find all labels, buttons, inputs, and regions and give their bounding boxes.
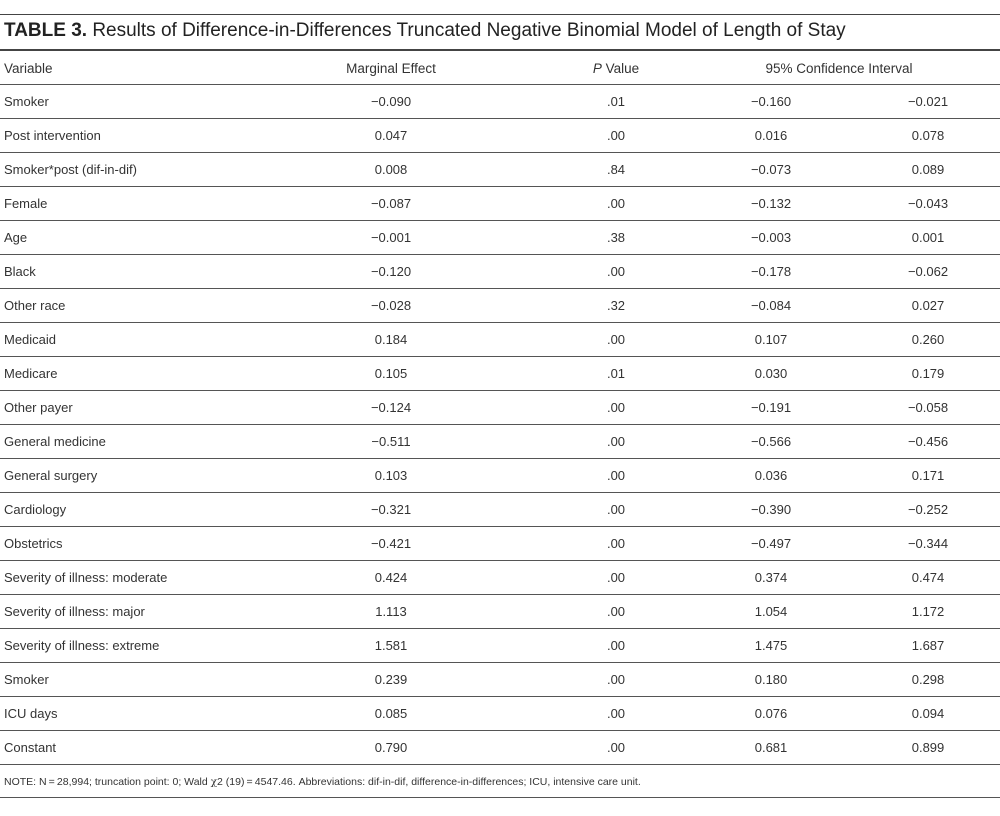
cell-marginal-effect: −0.421 xyxy=(370,536,412,551)
row-divider xyxy=(0,288,1000,289)
table-caption: Results of Difference-in-Differences Truncated Negative Binomial Model of Length of Stay xyxy=(92,20,846,41)
cell-marginal-effect: 0.047 xyxy=(374,128,408,143)
cell-ci-lower: 1.475 xyxy=(754,638,788,653)
header-p-rest: Value xyxy=(601,61,640,76)
cell-marginal-effect: 0.424 xyxy=(374,570,408,585)
row-divider xyxy=(0,220,1000,221)
cell-marginal-effect: −0.028 xyxy=(370,298,412,313)
note-chi: χ xyxy=(210,776,218,788)
cell-ci-lower: −0.497 xyxy=(750,536,792,551)
cell-ci-upper: 0.089 xyxy=(911,162,945,177)
cell-marginal-effect: −0.120 xyxy=(370,264,412,279)
row-divider xyxy=(0,730,1000,731)
cell-marginal-effect: −0.001 xyxy=(370,230,412,245)
cell-ci-upper: 1.687 xyxy=(911,638,945,653)
cell-p-value: .01 xyxy=(606,94,626,109)
cell-p-value: .00 xyxy=(606,332,626,347)
cell-variable: Severity of illness: moderate xyxy=(4,570,168,585)
cell-p-value: .00 xyxy=(606,502,626,517)
cell-ci-upper: 0.474 xyxy=(911,570,945,585)
row-divider xyxy=(0,696,1000,697)
cell-ci-lower: 0.374 xyxy=(754,570,788,585)
row-divider xyxy=(0,322,1000,323)
table-note xyxy=(4,776,641,788)
row-divider xyxy=(0,390,1000,391)
cell-ci-lower: 1.054 xyxy=(754,604,788,619)
cell-variable: Medicaid xyxy=(4,332,57,347)
cell-p-value: .00 xyxy=(606,196,626,211)
cell-marginal-effect: −0.321 xyxy=(370,502,412,517)
row-divider xyxy=(0,152,1000,153)
cell-variable: Severity of illness: extreme xyxy=(4,638,160,653)
cell-variable: Obstetrics xyxy=(4,536,63,551)
cell-marginal-effect: 0.790 xyxy=(374,740,408,755)
row-divider xyxy=(0,424,1000,425)
cell-p-value: .84 xyxy=(606,162,626,177)
cell-ci-lower: −0.132 xyxy=(750,196,792,211)
cell-marginal-effect: 0.239 xyxy=(374,672,408,687)
header-confidence-interval: 95% Confidence Interval xyxy=(765,61,913,76)
cell-marginal-effect: 0.105 xyxy=(374,366,408,381)
cell-variable: Medicare xyxy=(4,366,58,381)
cell-variable: Age xyxy=(4,230,28,245)
row-divider xyxy=(0,186,1000,187)
row-divider xyxy=(0,526,1000,527)
cell-ci-upper: −0.062 xyxy=(907,264,949,279)
cell-ci-upper: −0.043 xyxy=(907,196,949,211)
cell-p-value: .00 xyxy=(606,128,626,143)
cell-p-value: .00 xyxy=(606,434,626,449)
cell-variable: General medicine xyxy=(4,434,106,449)
table-top-rule xyxy=(0,14,1000,15)
table-label: TABLE 3. xyxy=(4,20,88,41)
cell-ci-lower: −0.073 xyxy=(750,162,792,177)
cell-marginal-effect: 0.085 xyxy=(374,706,408,721)
cell-ci-upper: 0.260 xyxy=(911,332,945,347)
row-divider xyxy=(0,662,1000,663)
cell-ci-upper: 0.179 xyxy=(911,366,945,381)
cell-marginal-effect: −0.090 xyxy=(370,94,412,109)
row-divider xyxy=(0,594,1000,595)
cell-marginal-effect: 1.581 xyxy=(374,638,408,653)
cell-ci-lower: −0.191 xyxy=(750,400,792,415)
cell-p-value: .01 xyxy=(606,366,626,381)
row-divider xyxy=(0,356,1000,357)
cell-ci-lower: 0.180 xyxy=(754,672,788,687)
cell-variable: Black xyxy=(4,264,36,279)
table-end-rule xyxy=(0,764,1000,765)
cell-marginal-effect: 0.184 xyxy=(374,332,408,347)
cell-ci-lower: 0.030 xyxy=(754,366,788,381)
cell-variable: General surgery xyxy=(4,468,98,483)
cell-p-value: .00 xyxy=(606,706,626,721)
cell-ci-lower: −0.003 xyxy=(750,230,792,245)
title-rule xyxy=(0,49,1000,51)
cell-variable: Smoker xyxy=(4,94,49,109)
cell-p-value: .00 xyxy=(606,638,626,653)
header-variable: Variable xyxy=(4,61,53,76)
header-p-italic: P xyxy=(592,61,602,76)
cell-p-value: .38 xyxy=(606,230,626,245)
cell-ci-lower: 0.016 xyxy=(754,128,788,143)
cell-variable: Other race xyxy=(4,298,66,313)
cell-variable: Other payer xyxy=(4,400,73,415)
cell-ci-upper: 0.094 xyxy=(911,706,945,721)
cell-variable: Cardiology xyxy=(4,502,67,517)
cell-variable: Constant xyxy=(4,740,57,755)
cell-variable: Female xyxy=(4,196,48,211)
row-divider xyxy=(0,560,1000,561)
cell-marginal-effect: 0.008 xyxy=(374,162,408,177)
header-p-value xyxy=(593,61,639,76)
note-prefix: NOTE: N = 28,994; truncation point: 0; Wald xyxy=(4,776,211,788)
cell-variable: ICU days xyxy=(4,706,58,721)
cell-ci-lower: 0.107 xyxy=(754,332,788,347)
cell-ci-lower: 0.036 xyxy=(754,468,788,483)
cell-ci-upper: −0.252 xyxy=(907,502,949,517)
cell-ci-upper: 0.298 xyxy=(911,672,945,687)
cell-ci-upper: 0.078 xyxy=(911,128,945,143)
cell-p-value: .00 xyxy=(606,400,626,415)
cell-ci-lower: −0.566 xyxy=(750,434,792,449)
header-marginal-effect: Marginal Effect xyxy=(346,61,436,76)
row-divider xyxy=(0,628,1000,629)
cell-variable: Post intervention xyxy=(4,128,101,143)
cell-ci-upper: −0.021 xyxy=(907,94,949,109)
cell-ci-upper: −0.344 xyxy=(907,536,949,551)
cell-variable: Smoker*post (dif-in-dif) xyxy=(4,162,137,177)
cell-marginal-effect: 1.113 xyxy=(375,604,407,619)
cell-ci-upper: 1.172 xyxy=(911,604,945,619)
cell-marginal-effect: −0.511 xyxy=(371,434,411,449)
cell-ci-upper: 0.027 xyxy=(911,298,945,313)
cell-variable: Smoker xyxy=(4,672,49,687)
cell-ci-lower: −0.160 xyxy=(750,94,792,109)
cell-p-value: .00 xyxy=(606,264,626,279)
header-rule xyxy=(0,84,1000,85)
cell-ci-upper: 0.001 xyxy=(911,230,945,245)
cell-ci-lower: −0.390 xyxy=(750,502,792,517)
cell-ci-lower: −0.178 xyxy=(750,264,792,279)
table-title xyxy=(4,20,846,42)
cell-marginal-effect: 0.103 xyxy=(374,468,408,483)
cell-p-value: .00 xyxy=(606,570,626,585)
cell-p-value: .00 xyxy=(606,468,626,483)
table-bottom-rule xyxy=(0,797,1000,798)
note-suffix: 2 (19) = 4547.46. Abbreviations: dif-in-dif, difference-in-differences; ICU, intensive care unit. xyxy=(217,776,641,788)
cell-p-value: .00 xyxy=(606,672,626,687)
cell-ci-upper: 0.899 xyxy=(911,740,945,755)
row-divider xyxy=(0,458,1000,459)
cell-variable: Severity of illness: major xyxy=(4,604,145,619)
cell-ci-upper: −0.456 xyxy=(907,434,949,449)
cell-p-value: .00 xyxy=(606,604,626,619)
cell-marginal-effect: −0.087 xyxy=(370,196,412,211)
cell-p-value: .00 xyxy=(606,536,626,551)
cell-ci-upper: −0.058 xyxy=(907,400,949,415)
row-divider xyxy=(0,492,1000,493)
row-divider xyxy=(0,118,1000,119)
cell-ci-lower: −0.084 xyxy=(750,298,792,313)
cell-ci-upper: 0.171 xyxy=(911,468,945,483)
cell-p-value: .00 xyxy=(606,740,626,755)
cell-ci-lower: 0.076 xyxy=(754,706,788,721)
row-divider xyxy=(0,254,1000,255)
cell-marginal-effect: −0.124 xyxy=(370,400,412,415)
cell-ci-lower: 0.681 xyxy=(754,740,788,755)
cell-p-value: .32 xyxy=(606,298,626,313)
